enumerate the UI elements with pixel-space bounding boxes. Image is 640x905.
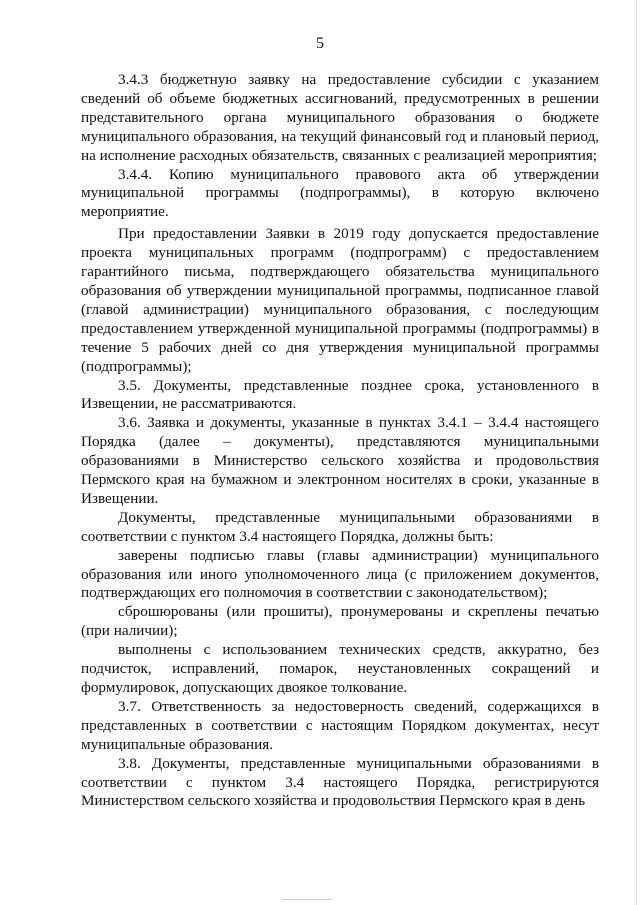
- paragraph-3-7: 3.7. Ответственность за недостоверность сведений, содержащихся в представленных в соответствии с настоящим Порядком документах, несут муниципальные образования.: [81, 697, 599, 753]
- paragraph-2019-submission: При предоставлении Заявки в 2019 году допускается предоставление проекта муниципальных программ (подпрограмм) с предоставлением гарантийного письма, подтверждающего обязательства муниципального образования об утверждении муниципальной программы, подписанное главой (главой администрации) муниципального образования, с последующим предоставлением утвержденной муниципальной программы (подпрограммы) в течение 5 рабочих дней со дня утверждения муниципальной программы (подпрограммы);: [81, 225, 599, 375]
- paragraph-3-8: 3.8. Документы, представленные муниципальными образованиями в соответствии с пунктом 3.4 настоящего Порядка, регистрируются Министерством сельского хозяйства и продовольствия Пермского края в день: [81, 754, 599, 810]
- paragraph-3-4-4: 3.4.4. Копию муниципального правового акта об утверждении муниципальной программы (подпрограммы), в которую включено мероприятие.: [81, 165, 599, 221]
- paragraph-bound: сброшюрованы (или прошиты), пронумерованы и скреплены печатью (при наличии);: [81, 603, 599, 640]
- paragraph-documents-requirements: Документы, представленные муниципальными образованиями в соответствии с пунктом 3.4 настоящего Порядка, должны быть:: [81, 508, 599, 545]
- paragraph-3-6: 3.6. Заявка и документы, указанные в пунктах 3.4.1 – 3.4.4 настоящего Порядка (далее – документы), представляются муниципальными образованиями в Министерство сельского хозяйства и продовольствия Пермского края на бумажном и электронном носителях в сроки, указанные в Извещении.: [81, 414, 599, 507]
- paragraph-signed: заверены подписью главы (главы администрации) муниципального образования или иного уполномоченного лица (с приложением документов, подтверждающих его полномочия в соответствии с законодательством);: [81, 546, 599, 602]
- document-body: [81, 71, 599, 811]
- page-number: 5: [316, 35, 324, 52]
- paragraph-3-4-3: 3.4.3 бюджетную заявку на предоставление субсидии с указанием сведений об объеме бюджетных ассигнований, предусмотренных в решении представительного органа муниципального образования о бюджете муниципального образования, на текущий финансовый год и плановый период, на исполнение расходных обязательств, связанных с реализацией мероприятия;: [81, 71, 599, 164]
- page-edge: [636, 0, 637, 905]
- bottom-divider: [282, 899, 332, 900]
- paragraph-3-5: 3.5. Документы, представленные позднее срока, установленного в Извещении, не рассматриваются.: [81, 376, 599, 413]
- paragraph-executed: выполнены с использованием технических средств, аккуратно, без подчисток, исправлений, помарок, неустановленных сокращений и формулировок, допускающих двоякое толкование.: [81, 641, 599, 696]
